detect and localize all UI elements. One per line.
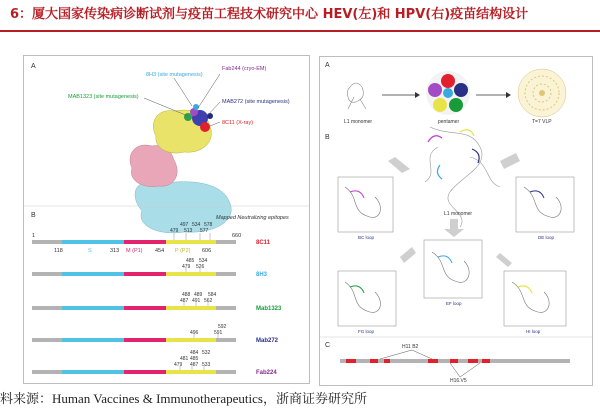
domain-labels xyxy=(54,248,211,254)
row-name-mab1323: Mab1323 xyxy=(256,306,282,312)
hpv-figure xyxy=(320,57,592,385)
arrow-head xyxy=(506,92,511,98)
pos-313: 313 xyxy=(110,248,120,254)
segment-m-label: M (P1) xyxy=(126,248,143,254)
tick-label: 533 xyxy=(202,362,211,368)
hpv-sequence-bar xyxy=(340,359,570,363)
pentamer-label: pentamer xyxy=(438,119,460,125)
hev-panel-b-label: B xyxy=(31,212,36,219)
segment-p-label: P (P2) xyxy=(175,248,191,254)
tick-label: 532 xyxy=(202,350,211,356)
tick-label: 534 xyxy=(192,222,201,228)
pos-454: 454 xyxy=(155,248,165,254)
tick-label: 578 xyxy=(204,222,213,228)
hev-figure-panel xyxy=(23,55,310,384)
pos-606: 606 xyxy=(202,248,212,254)
tick-label: 481 xyxy=(180,356,189,362)
pos-118: 118 xyxy=(54,248,63,254)
tick-label: 485 xyxy=(186,258,195,264)
axis-start: 1 xyxy=(32,233,36,239)
tick-label: 479 xyxy=(182,264,191,270)
tick-label: 485 xyxy=(190,356,199,362)
row-name-8c11: 8C11 xyxy=(256,240,271,246)
label-8h3: 8H3 (site mutagenesis) xyxy=(146,72,203,78)
loop-box-de xyxy=(516,177,574,232)
axis-end: 660 xyxy=(232,233,242,239)
hpv-figure-panel xyxy=(319,56,593,386)
row-name-mab272: Mab272 xyxy=(256,338,279,344)
tick-label: 489 xyxy=(194,292,203,298)
hpv-panel-c-label: C xyxy=(325,342,331,349)
ticks-mab272 xyxy=(190,324,227,336)
domain-bar-8c11 xyxy=(32,240,236,244)
tick-label: 513 xyxy=(184,228,193,234)
title-divider xyxy=(0,30,600,32)
tick-label: 562 xyxy=(204,298,213,304)
fg-loop-label: FG loop xyxy=(358,329,375,334)
hev-panel-a-label: A xyxy=(31,63,36,70)
hpv-panel-a-label: A xyxy=(325,62,330,69)
tick-label: 591 xyxy=(214,330,223,336)
l1-monomer-label: L1 monomer xyxy=(344,119,373,125)
pentamer-structure xyxy=(426,71,470,115)
tick-label: 484 xyxy=(190,350,199,356)
ticks-fab224 xyxy=(174,350,211,368)
label-mab1323: MAB1323 (site mutagenesis) xyxy=(68,94,139,100)
tick-label: 488 xyxy=(182,292,191,298)
vlp-structure xyxy=(518,69,566,117)
hi-loop-label: HI loop xyxy=(526,329,541,334)
loop-box-bc xyxy=(338,177,393,232)
tick-label: 526 xyxy=(196,264,205,270)
hev-figure xyxy=(24,56,309,383)
ticks-mab1323 xyxy=(180,292,217,304)
loop-box-ef xyxy=(424,240,482,298)
domain-bar-fab224 xyxy=(32,370,236,374)
tick-label: 534 xyxy=(199,258,208,264)
label-8c11: 8C11 (X-ray) xyxy=(222,120,254,126)
tick-label: 487 xyxy=(190,362,199,368)
tick-label: 497 xyxy=(180,222,189,228)
l1-monomer-label-2: L1 monomer xyxy=(444,211,473,217)
row-name-8h3: 8H3 xyxy=(256,272,268,278)
domain-bar-mab1323 xyxy=(32,306,236,310)
bc-loop-label: BC loop xyxy=(358,235,375,240)
de-loop-label: DE loop xyxy=(538,235,555,240)
row-name-fab224: Fab224 xyxy=(256,370,277,376)
tick-label: 592 xyxy=(218,324,227,330)
page-title: 6：厦大国家传染病诊断试剂与疫苗工程技术研究中心 HEV(左)和 HPV(右)疫苗结构设计 xyxy=(10,7,529,22)
mapped-epitopes-title: Mapped Neutralizing epitopes xyxy=(216,215,289,221)
domain-bar-8h3 xyxy=(32,272,236,276)
tick-label: 577 xyxy=(200,228,209,234)
ef-loop-label: EF loop xyxy=(446,301,462,306)
loop-box-hi xyxy=(504,271,566,326)
tick-label: 496 xyxy=(190,330,199,336)
tick-label: 487 xyxy=(180,298,189,304)
arrow-head xyxy=(415,92,420,98)
loop-box-fg xyxy=(338,271,396,326)
tick-label: 491 xyxy=(192,298,201,304)
hpv-panel-b-label: B xyxy=(325,134,330,141)
tick-label: 584 xyxy=(208,292,217,298)
domain-bar-mab272 xyxy=(32,338,236,342)
h16v5-label: H16.V5 xyxy=(450,378,467,384)
label-mab272: MAB272 (site mutagenesis) xyxy=(222,99,290,105)
source-caption: 料来源：Human Vaccines & Immunotherapeutics，浙商证券研究所 xyxy=(0,391,367,406)
l1-monomer-structure xyxy=(347,83,366,109)
tick-label: 479 xyxy=(174,362,183,368)
hpv-connector-lines xyxy=(380,350,480,377)
vlp-label: T=7 VLP xyxy=(532,119,552,125)
h11b2-label: H11 B2 xyxy=(402,344,419,350)
label-fab244: Fab244 (cryo-EM) xyxy=(222,66,267,72)
segment-s-label: S xyxy=(88,248,92,254)
tick-label: 479 xyxy=(170,228,179,234)
